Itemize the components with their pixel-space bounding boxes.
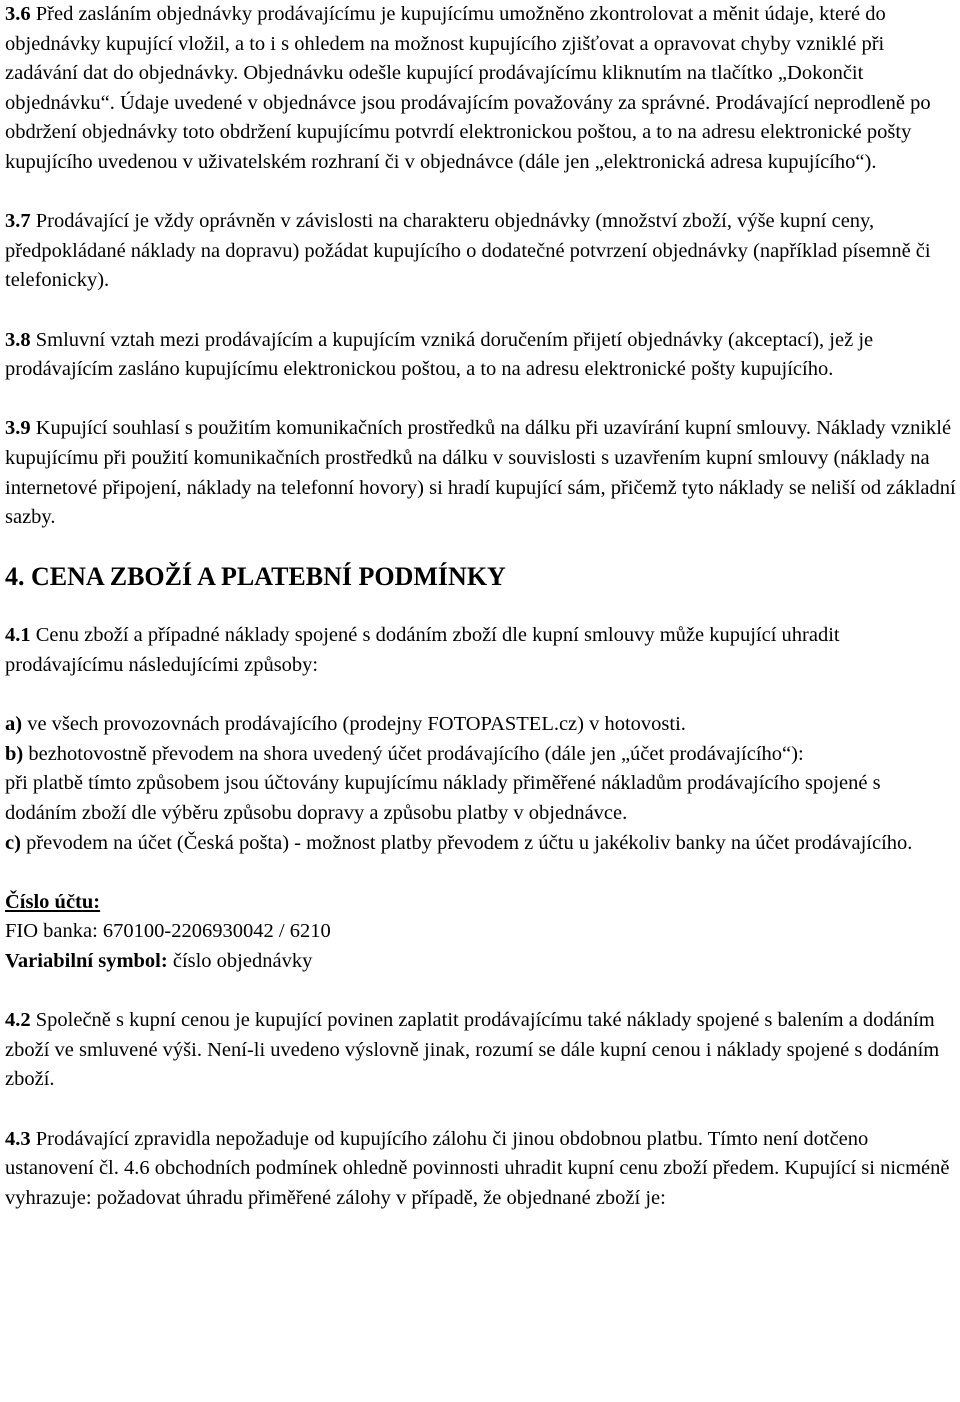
section-number: 3.7 <box>5 210 31 233</box>
account-heading <box>5 888 957 918</box>
section-number: 3.8 <box>5 328 31 351</box>
spacer <box>5 178 957 208</box>
paragraph-4-1 <box>5 621 957 680</box>
payment-option-a <box>5 710 957 740</box>
bank-account-line: FIO banka: 670100-2206930042 / 6210 <box>5 920 331 943</box>
section-number: 3.6 <box>5 3 31 25</box>
variable-symbol-value: číslo objednávky <box>167 950 313 972</box>
spacer <box>5 592 957 622</box>
spacer <box>5 385 957 415</box>
section-4-heading: 4. CENA ZBOŽÍ A PLATEBNÍ PODMÍNKY <box>5 562 506 592</box>
section-number: 4.1 <box>5 624 31 647</box>
document-page <box>5 0 957 1213</box>
variable-symbol-line <box>5 947 957 977</box>
paragraph-text: Smluvní vztah mezi prodávajícím a kupujícím vzniká doručením přijetí objednávky (akceptací), jež je prodávajícím zasláno kupujícímu elektronickou poštou, a to na adresu elektronické pošty kupujícího. <box>5 328 874 381</box>
spacer <box>5 977 957 1007</box>
paragraph-4-2 <box>5 1006 957 1095</box>
spacer <box>5 858 957 888</box>
spacer <box>5 681 957 711</box>
paragraph-text: Prodávající zpravidla nepožaduje od kupujícího zálohu či jinou obdobnou platbu. Tímto není dotčeno ustanovení čl. 4.6 obchodních podmínek ohledně povinnosti uhradit kupní cenu zboží předem. Kupující si nicméně vyhrazuje: požadovat úhradu přiměřené zálohy v případě, že objednané zboží je: <box>5 1127 950 1209</box>
section-number: 4.2 <box>5 1009 31 1032</box>
account-heading-text: Číslo účtu: <box>5 890 101 913</box>
payment-option-b <box>5 740 957 770</box>
paragraph-text: Cenu zboží a případné náklady spojené s dodáním zboží dle kupní smlouvy může kupující uhradit prodávajícímu následujícími způsoby: <box>5 624 840 677</box>
paragraph-3-9 <box>5 414 957 532</box>
paragraph-3-7 <box>5 207 957 296</box>
paragraph-text: Před zasláním objednávky prodávajícímu je kupujícímu umožněno zkontrolovat a měnit údaje, které do objednávky kupující vložil, a to i s ohledem na možnost kupujícího zjišťovat a opravovat chyby vzniklé při zadávání dat do objednávky. Objednávku odešle kupující prodávajícímu kliknutím na tlačítko „Dokončit objednávku“. Údaje uvedené v objednávce jsou prodávajícím považovány za správné. Prodávající neprodleně po obdržení objednávky toto obdržení kupujícímu potvrdí elektronickou poštou, a to na adresu elektronické pošty kupujícího uvedenou v uživatelském rozhraní či v objednávce (dále jen „elektronická adresa kupujícího“). <box>5 3 931 173</box>
spacer <box>5 533 957 563</box>
option-label: c) <box>5 831 21 854</box>
variable-symbol-label: Variabilní symbol: <box>5 950 168 972</box>
paragraph-3-8 <box>5 326 957 385</box>
paragraph-text: Prodávající je vždy oprávněn v závislosti na charakteru objednávky (množství zboží, výše kupní ceny, předpokládané náklady na dopravu) požádat kupujícího o dodatečné potvrzení objednávky (například písemně či telefonicky). <box>5 210 931 292</box>
paragraph-3-6 <box>5 0 957 178</box>
payment-option-b-detail: při platbě tímto způsobem jsou účtovány kupujícímu náklady přiměřené nákladům prodávajícího spojené s dodáním zboží dle výběru způsobu dopravy a způsobu platby v objednávce. <box>5 772 881 825</box>
spacer <box>5 1095 957 1125</box>
option-text: bezhotovostně převodem na shora uvedený účet prodávajícího (dále jen „účet prodávajícího“): <box>23 742 804 765</box>
option-text: převodem na účet (Česká pošta) - možnost platby převodem z účtu u jakékoliv banky na účet prodávajícího. <box>20 831 913 854</box>
option-label: b) <box>5 742 24 765</box>
option-text: ve všech provozovnách prodávajícího (prodejny FOTOPASTEL.cz) v hotovosti. <box>22 713 686 736</box>
option-label: a) <box>5 713 23 736</box>
payment-option-c <box>5 829 957 859</box>
section-number: 4.3 <box>5 1127 31 1150</box>
section-number: 3.9 <box>5 417 31 440</box>
spacer <box>5 296 957 326</box>
paragraph-text: Kupující souhlasí s použitím komunikačních prostředků na dálku při uzavírání kupní smlouvy. Náklady vzniklé kupujícímu při použití komunikačních prostředků na dálku v souvislosti s uzavřením kupní smlouvy (náklady na internetové připojení, náklady na telefonní hovory) si hradí kupující sám, přičemž tyto náklady se neliší od základní sazby. <box>5 417 956 529</box>
paragraph-text: Společně s kupní cenou je kupující povinen zaplatit prodávajícímu také náklady spojené s balením a dodáním zboží ve smluvené výši. Není-li uvedeno výslovně jinak, rozumí se dále kupní cenou i náklady spojené s dodáním zboží. <box>5 1009 940 1091</box>
paragraph-4-3 <box>5 1125 957 1214</box>
